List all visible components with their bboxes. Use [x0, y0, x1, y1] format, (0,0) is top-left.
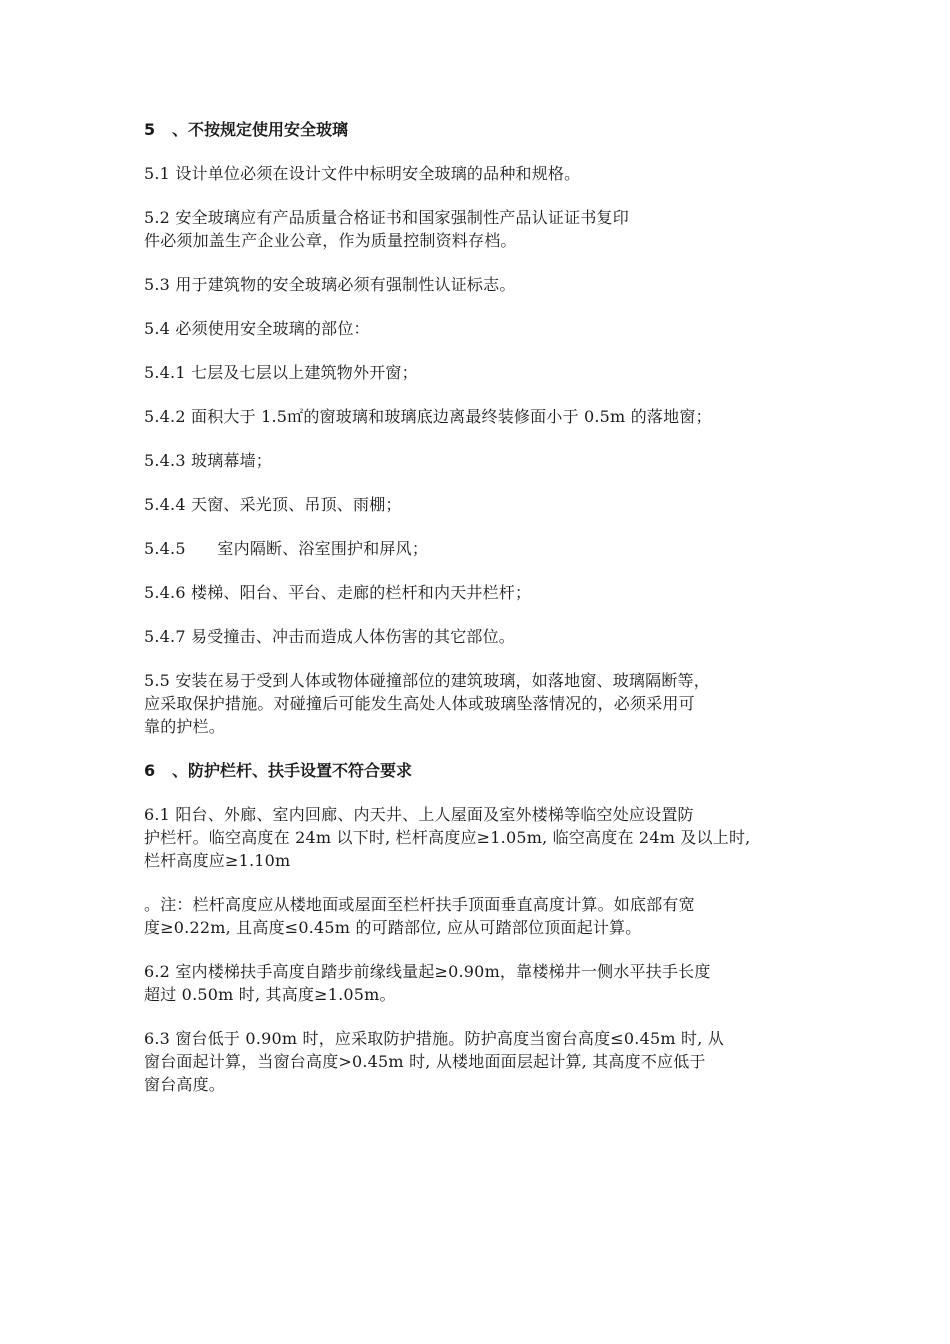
- list-item-5-4-7: [144, 625, 816, 648]
- text-line: 6.2 室内楼梯扶手高度自踏步前缘线量起≥0.90m，靠楼梯井一侧水平扶手长度: [144, 962, 711, 981]
- text-line: 5.1 设计单位必须在设计文件中标明安全玻璃的品种和规格。: [144, 164, 581, 183]
- text-line: 5.4.1 七层及七层以上建筑物外开窗；: [144, 363, 418, 382]
- paragraph-5-2: [144, 206, 816, 252]
- paragraph-5-3: [144, 273, 816, 296]
- text-line: 5.4 必须使用安全玻璃的部位：: [144, 319, 370, 338]
- list-item-5-4-3: [144, 449, 816, 472]
- text-line: 5.4.6 楼梯、阳台、平台、走廊的栏杆和内天井栏杆；: [144, 583, 532, 602]
- paragraph-5-5: [144, 669, 816, 738]
- text-line: 应采取保护措施。对碰撞后可能发生高处人体或玻璃坠落情况的，必须采用可: [144, 694, 695, 713]
- paragraph-6-1: [144, 803, 816, 872]
- text-line: 栏杆高度应≥1.10m: [144, 851, 291, 870]
- list-item-5-4-5: [144, 537, 816, 560]
- document-page: [144, 118, 816, 1117]
- paragraph-6-2: [144, 960, 816, 1006]
- list-item-5-4-6: [144, 581, 816, 604]
- text-line: 6.1 阳台、外廊、室内回廊、内天井、上人屋面及室外楼梯等临空处应设置防: [144, 805, 694, 824]
- paragraph-6-1-note: [144, 893, 816, 939]
- section-heading-6: [144, 759, 816, 782]
- list-item-5-4-2: [144, 405, 816, 428]
- paragraph-6-3: [144, 1027, 816, 1096]
- text-line: 超过 0.50m 时, 其高度≥1.05m。: [144, 985, 396, 1004]
- list-item-5-4-1: [144, 361, 816, 384]
- text-line: 5.3 用于建筑物的安全玻璃必须有强制性认证标志。: [144, 275, 516, 294]
- paragraph-5-4: [144, 317, 816, 340]
- section-title: 、防护栏杆、扶手设置不符合要求: [172, 761, 413, 780]
- text-line: 6.3 窗台低于 0.90m 时，应采取防护措施。防护高度当窗台高度≤0.45m 时, 从: [144, 1029, 724, 1048]
- text-line: 5.4.7 易受撞击、冲击而造成人体伤害的其它部位。: [144, 627, 515, 646]
- text-line: 件必须加盖生产企业公章，作为质量控制资料存档。: [144, 231, 517, 250]
- text-line: 5.4.2 面积大于 1.5㎡的窗玻璃和玻璃底边离最终装修面小于 0.5m 的落地窗；: [144, 407, 712, 426]
- text-line: 5.4.3 玻璃幕墙；: [144, 451, 272, 470]
- text-line: 5.2 安全玻璃应有产品质量合格证书和国家强制性产品认证证书复印: [144, 208, 629, 227]
- text-line: 靠的护栏。: [144, 717, 226, 736]
- text-line: 5.4.5 室内隔断、浴室围护和屏风；: [144, 539, 429, 558]
- text-line: 窗台高度。: [144, 1075, 226, 1094]
- text-line: 5.5 安装在易于受到人体或物体碰撞部位的建筑玻璃，如落地窗、玻璃隔断等，: [144, 671, 710, 690]
- text-line: 护栏杆。临空高度在 24m 以下时, 栏杆高度应≥1.05m, 临空高度在 24m 及以上时,: [144, 828, 751, 847]
- section-heading-5: [144, 118, 816, 141]
- section-number: 6: [144, 761, 156, 780]
- section-title: 、不按规定使用安全玻璃: [172, 120, 349, 139]
- section-number: 5: [144, 120, 156, 139]
- text-line: 窗台面起计算，当窗台高度>0.45m 时, 从楼地面面层起计算, 其高度不应低于: [144, 1052, 706, 1071]
- text-line: 度≥0.22m, 且高度≤0.45m 的可踏部位, 应从可踏部位顶面起计算。: [144, 918, 642, 937]
- text-line: 5.4.4 天窗、采光顶、吊顶、雨棚；: [144, 495, 402, 514]
- list-item-5-4-4: [144, 493, 816, 516]
- paragraph-5-1: [144, 162, 816, 185]
- text-line: 。注：栏杆高度应从楼地面或屋面至栏杆扶手顶面垂直高度计算。如底部有宽: [144, 895, 695, 914]
